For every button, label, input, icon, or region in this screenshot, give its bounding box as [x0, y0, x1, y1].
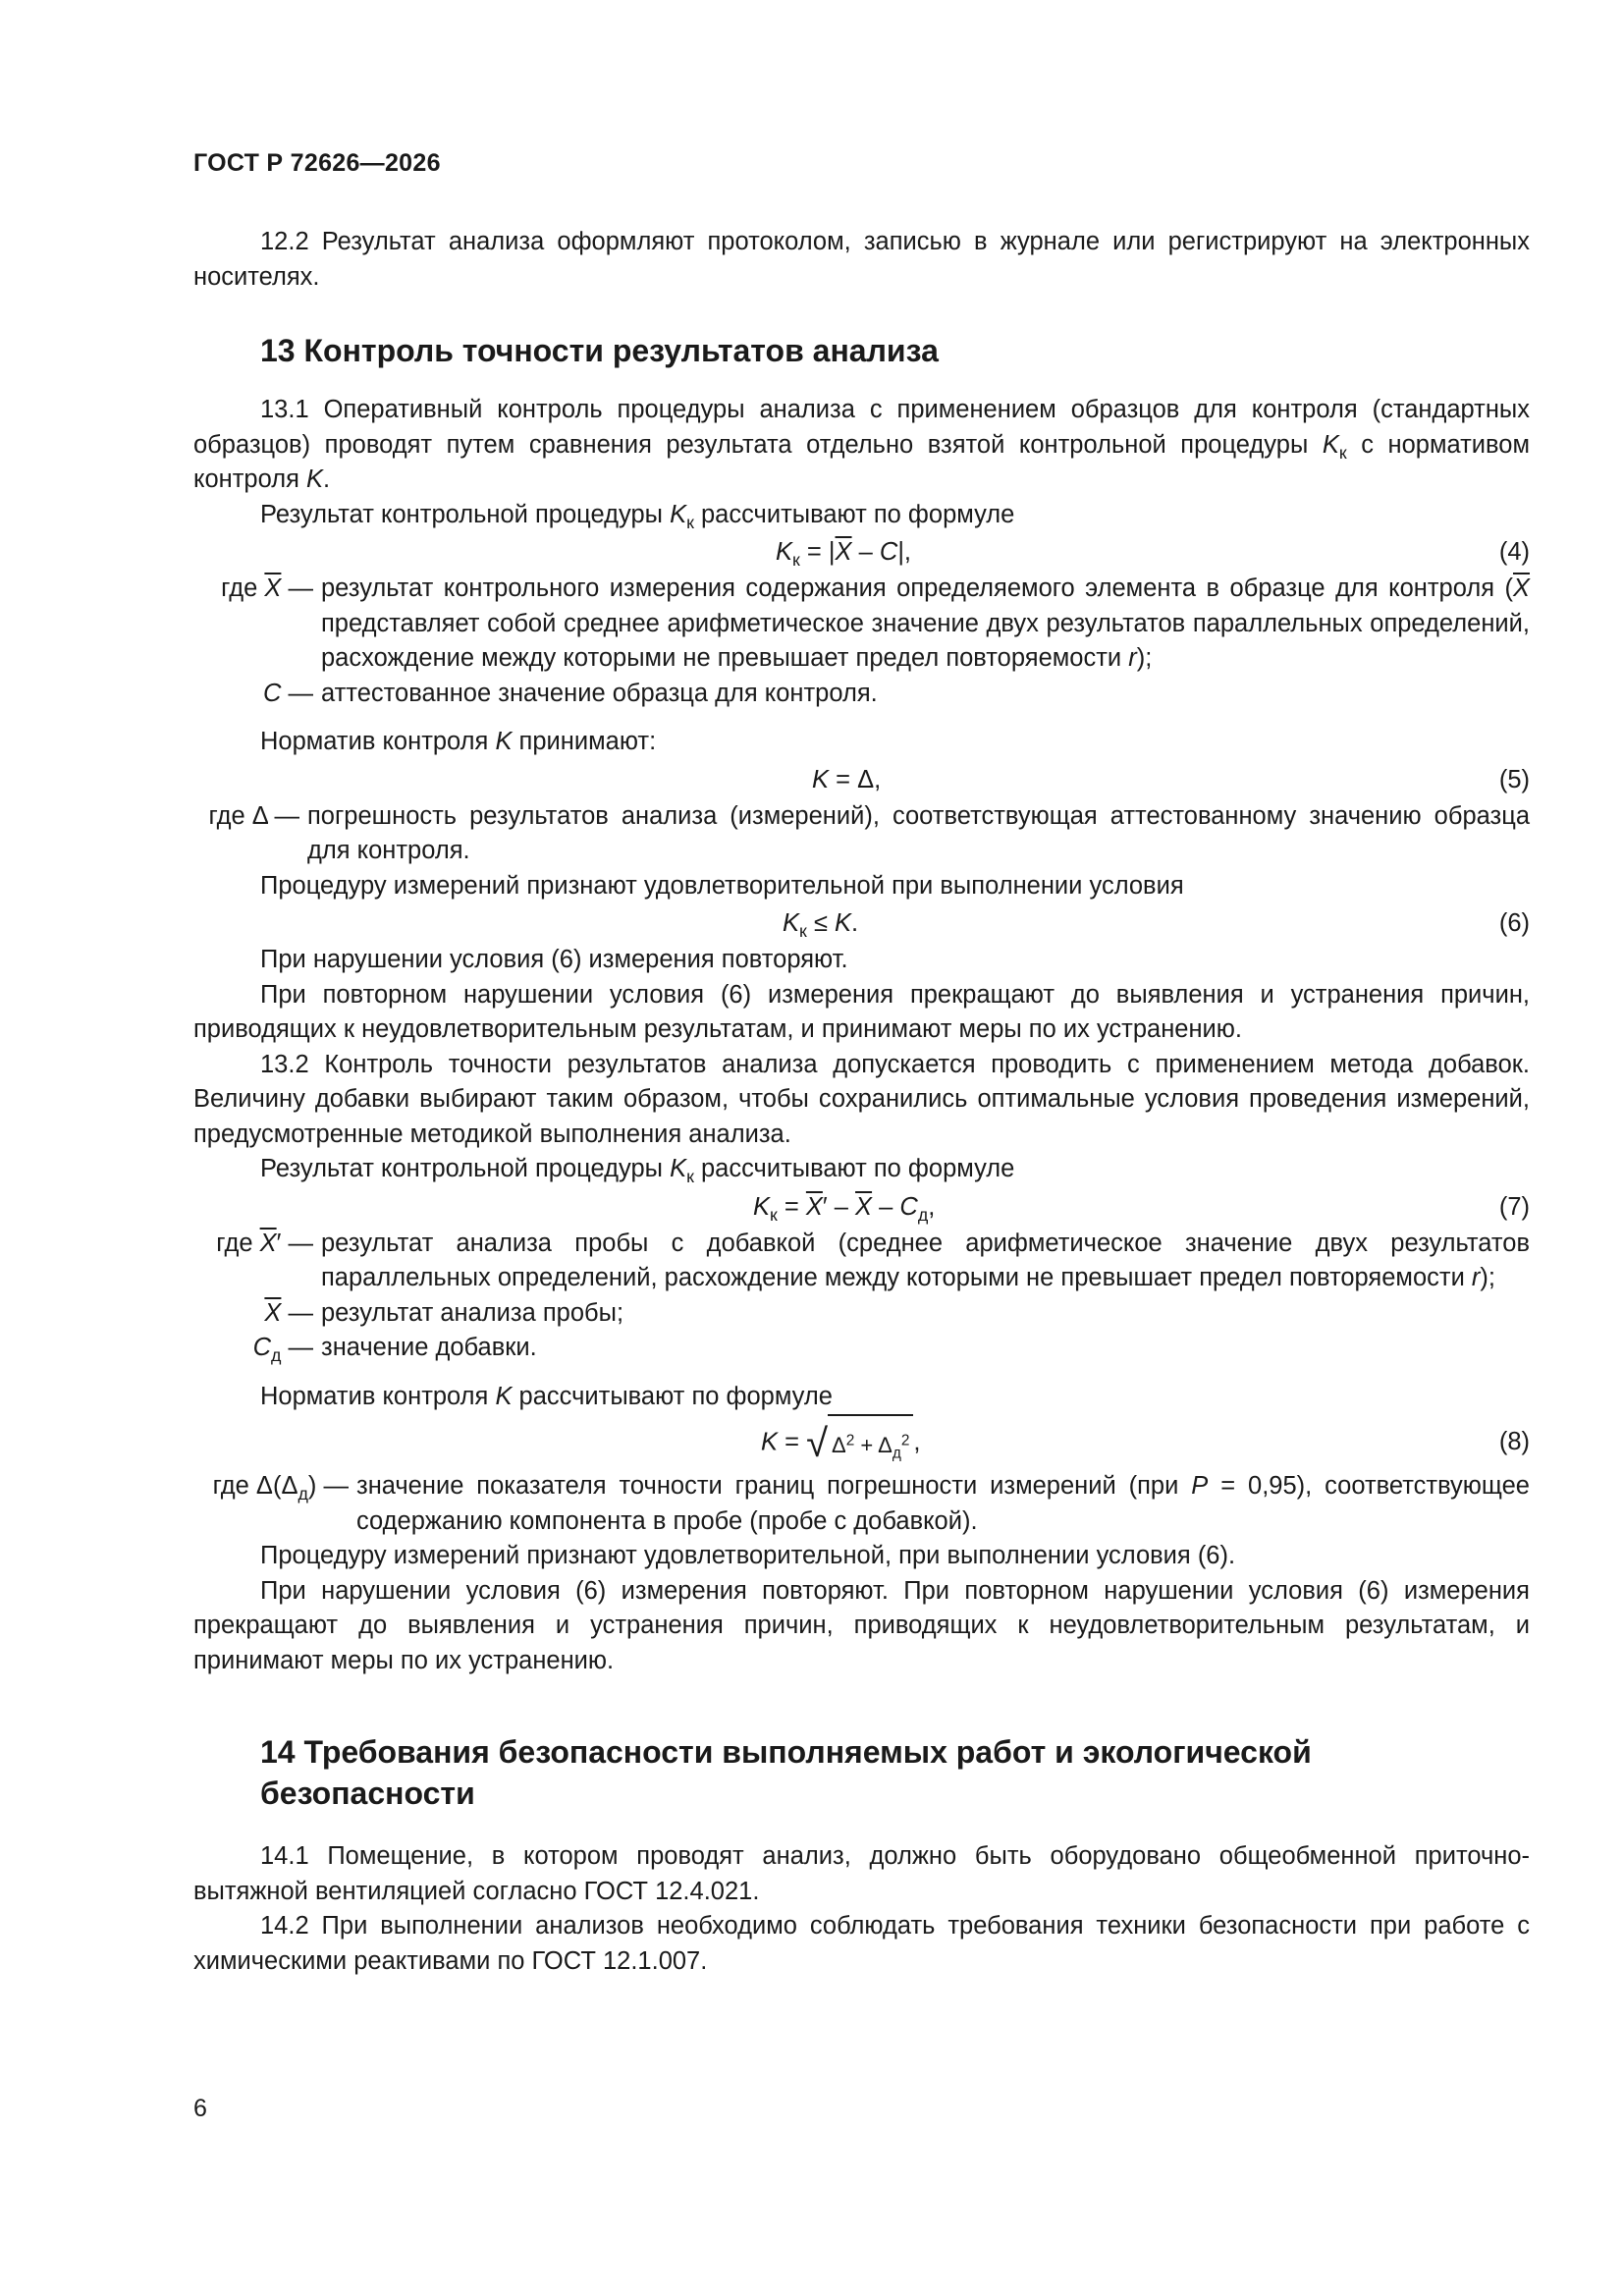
definition-delta: где Δ — погрешность результатов анализа (измерений), соответствующая аттестованному значению образца для контроля. — [208, 801, 1530, 864]
definition-c: C — аттестованное значение образца для контроля. — [262, 679, 878, 707]
paragraph-14-2: 14.2 При выполнении анализов необходимо соблюдать требования техники безопасности при работе с химическими реактивами по ГОСТ 12.1.007. — [193, 1912, 1530, 1975]
accept-condition: Процедуру измерений признают удовлетворительной при выполнении условия — [260, 871, 1184, 900]
accept-condition-2: Процедуру измерений признают удовлетворительной, при выполнении условия (6). — [260, 1542, 1236, 1569]
definition-cd: $C_д$ — значение добавки. — [252, 1334, 537, 1366]
section-13-title: 13 Контроль точности результатов анализа — [260, 333, 939, 368]
formula-5-number: (5) — [1498, 765, 1530, 793]
formula-6-expression: $K_к \le K$. — [783, 909, 859, 942]
definition-x-prime: где $\overline{X}'$ — результат анализа пробы с добавкой (среднее арифметическое значение двух результатов параллельных определений, расхождение между которыми не превышает предел повторяемости r); — [216, 1229, 1530, 1291]
paragraph-13-2: 13.2 Контроль точности результатов анализа допускается проводить с применением метода добавок. Величину добавки выбирают таким образом, чтобы сохранились оптимальные условия проведения измерений, предусмотренные методикой выполнения анализа. — [193, 1050, 1530, 1148]
formula-7-intro: Результат контрольной процедуры $K_к$ рассчитывают по формуле — [260, 1155, 1015, 1187]
document-header: ГОСТ Р 72626—2026 — [193, 149, 441, 177]
definition-delta-d: где $\Delta(\Delta_д)$ — значение показателя точности границ погрешности измерений (при P = 0,95), соответствующее содержанию компонента в пробе (пробе с добавкой). — [212, 1472, 1530, 1535]
paragraph-13-1: 13.1 Оперативный контроль процедуры анализа с применением образцов для контроля (стандартных образцов) проводят путем сравнения результата отдельно взятой контрольной процедуры $K_к$ с нормативом контроля K. — [193, 396, 1530, 493]
violation-3: При нарушении условия (6) измерения повторяют. При повторном нарушении условия (6) измерения прекращают до выявления и устранения причин, приводящих к неудовлетворительным результатам, и принимают меры по их устранению. — [193, 1576, 1530, 1674]
square-root-icon: √ $\Delta^2 + \Delta_д^2$ — [806, 1414, 913, 1473]
document-body — [193, 225, 1530, 1979]
formula-8 — [193, 1414, 1530, 1469]
formula-7-number: (7) — [1498, 1192, 1530, 1221]
formula-5 — [193, 760, 1530, 799]
formula-4 — [193, 532, 1530, 572]
formula-8-number: (8) — [1498, 1428, 1530, 1455]
page-number: 6 — [193, 2095, 207, 2122]
formula-4-number: (4) — [1498, 538, 1530, 566]
formula-6 — [193, 903, 1530, 943]
paragraph-14-1: 14.1 Помещение, в котором проводят анализ, должно быть оборудовано общеобменной приточно-вытяжной вентиляцией согласно ГОСТ 12.4.021. — [193, 1842, 1530, 1905]
violation-1: При нарушении условия (6) измерения повторяют. — [260, 946, 848, 973]
section-14-title: 14 Требования безопасности выполняемых работ и экологической безопасности — [260, 1734, 1312, 1811]
norm-intro: Норматив контроля K принимают: — [260, 728, 657, 755]
definition-x: где $\overline{X}$ — результат контрольного измерения содержания определяемого элемента в образце для контроля ($\overline{X}$ представляет собой среднее арифметическое значение двух результатов параллельных определений, расхождение между которыми не превышает предел повторяемости r); — [221, 574, 1530, 672]
violation-2: При повторном нарушении условия (6) измерения прекращают до выявления и устранения причин, приводящих к неудовлетворительным результатам, и принимают меры по их устранению. — [193, 980, 1530, 1043]
formula-8-expression: K = √ $\Delta^2 + \Delta_д^2$ , — [761, 1414, 921, 1473]
paragraph-12-2: 12.2 Результат анализа оформляют протоколом, записью в журнале или регистрируют на электронных носителях. — [193, 228, 1530, 291]
definition-x-sample: $\overline{X}$ — результат анализа пробы; — [264, 1298, 624, 1327]
formula-7 — [193, 1187, 1530, 1227]
formula-4-intro: Результат контрольной процедуры $K_к$ рассчитывают по формуле — [260, 500, 1015, 532]
formula-4-expression: $K_к = |\overline{X} - C|$, — [776, 538, 912, 571]
formula-5-expression: K = Δ, — [812, 765, 882, 793]
formula-6-number: (6) — [1498, 909, 1530, 937]
norm2-intro: Норматив контроля K рассчитывают по формуле — [260, 1382, 833, 1410]
formula-7-expression: $K_к = \overline{X}' - \overline{X} - C_д$, — [753, 1192, 936, 1225]
